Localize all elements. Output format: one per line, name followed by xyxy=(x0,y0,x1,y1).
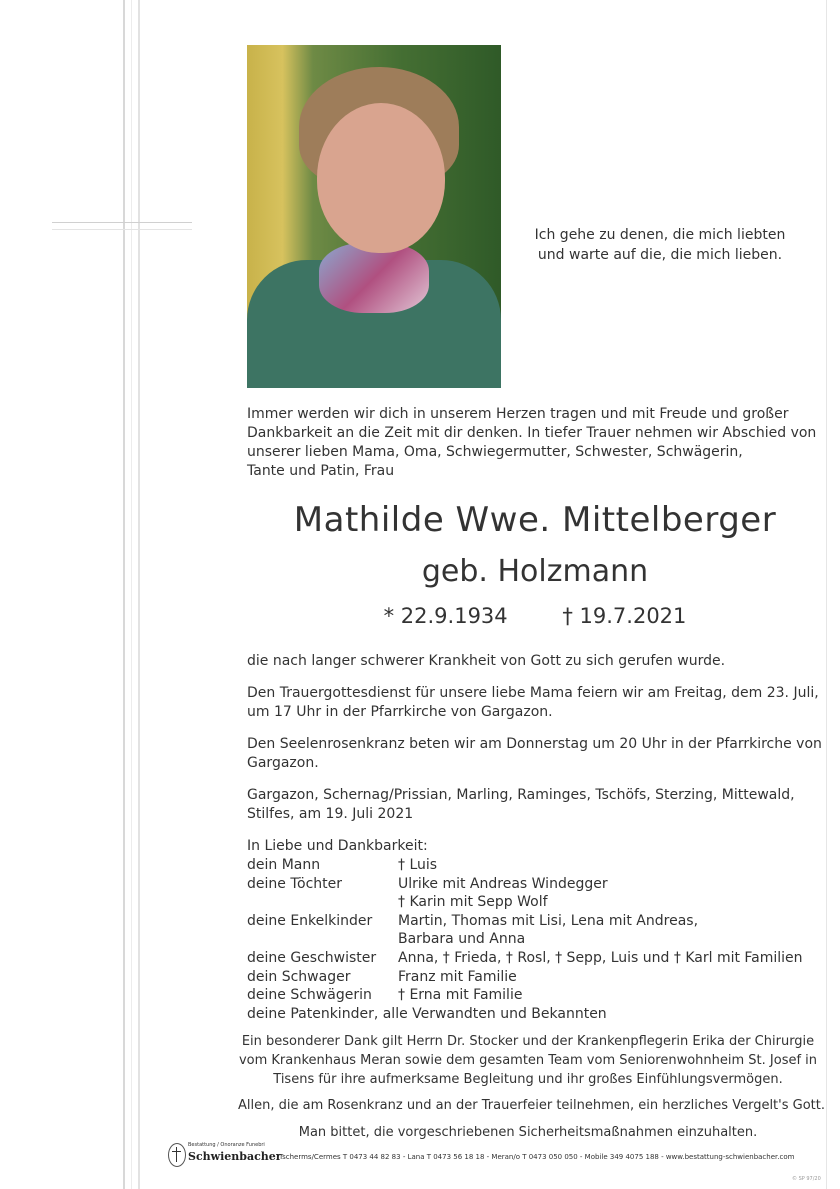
family-names: † Karin mit Sepp Wolf xyxy=(398,894,548,911)
family-relation: deine Geschwister xyxy=(247,949,377,966)
funeral-service-info xyxy=(247,684,819,722)
family-relation: deine Töchter xyxy=(247,875,343,892)
cross-horizontal-beam xyxy=(52,222,192,223)
funeral-home-logo xyxy=(166,1141,284,1169)
family-row xyxy=(247,930,817,949)
thanks-line: Tisens für ihre aufmerksame Begleitung und ihr großes Einfühlungsvermögen. xyxy=(273,1072,783,1087)
logo-subtitle: Bestattung / Onoranze Funebri xyxy=(188,1142,265,1148)
intro-line: unserer lieben Mama, Oma, Schwiegermutter, Schwester, Schwägerin, xyxy=(247,444,743,460)
special-thanks xyxy=(238,1032,818,1089)
deceased-name: Mathilde Wwe. Mittelberger xyxy=(293,500,777,540)
family-names: Franz mit Familie xyxy=(398,968,517,985)
death-date: † 19.7.2021 xyxy=(562,604,687,628)
intro-line: Dankbarkeit an die Zeit mit dir denken. In tiefer Trauer nehmen wir Abschied von xyxy=(247,425,817,441)
family-relation: deine Patenkinder, alle Verwandten und Bekannten xyxy=(247,1005,607,1022)
rosary-info xyxy=(247,735,822,773)
photo-face xyxy=(317,103,445,253)
footer-code: © SP 97/20 xyxy=(792,1176,821,1182)
quote-line: Ich gehe zu denen, die mich liebten xyxy=(534,227,786,243)
cross-horizontal-beam-shadow xyxy=(52,229,192,230)
text-line: Gargazon. xyxy=(247,755,319,771)
family-row xyxy=(247,949,817,968)
safety-notice: Man bittet, die vorgeschriebenen Sicherheitsmaßnahmen einzuhalten. xyxy=(298,1125,758,1140)
portrait-photo xyxy=(247,45,501,388)
family-row xyxy=(247,875,817,894)
family-names: Martin, Thomas mit Lisi, Lena mit Andreas, xyxy=(398,912,699,929)
family-relation: deine Enkelkinder xyxy=(247,912,373,929)
thanks-line: vom Krankenhaus Meran sowie dem gesamten Team vom Seniorenwohnheim St. Josef in xyxy=(238,1053,818,1068)
family-row xyxy=(247,893,817,912)
family-names: † Luis xyxy=(398,857,438,873)
family-heading: In Liebe und Dankbarkeit: xyxy=(247,838,428,854)
family-names: † Erna mit Familie xyxy=(398,987,523,1004)
intro-line: Tante und Patin, Frau xyxy=(247,463,395,479)
photo-scarf xyxy=(319,243,429,313)
place-date-info xyxy=(247,786,807,824)
death-statement xyxy=(247,652,807,671)
family-row xyxy=(247,856,817,875)
text-line: die nach langer schwerer Krankheit von Gott zu sich gerufen wurde. xyxy=(247,653,726,669)
cross-icon xyxy=(168,1143,186,1167)
intro-line: Immer werden wir dich in unserem Herzen tragen und mit Freude und großer xyxy=(247,406,789,422)
life-dates xyxy=(240,604,830,628)
memorial-quote xyxy=(520,225,800,265)
text-line: um 17 Uhr in der Pfarrkirche von Gargazon. xyxy=(247,704,553,720)
family-relation: dein Mann xyxy=(247,857,321,873)
text-line: Den Trauergottesdienst für unsere liebe Mama feiern wir am Freitag, dem 23. Juli, xyxy=(247,685,819,701)
right-border-line xyxy=(826,0,827,1189)
family-relation: deine Schwägerin xyxy=(247,987,372,1004)
left-border-line xyxy=(123,0,125,1189)
footer-contact: Tscherms/Cermes T 0473 44 82 83 - Lana T 0473 56 18 18 - Meran/o T 0473 050 050 - Mobile 349 4075 188 - www.bestattung-schwienbacher.com xyxy=(279,1153,795,1161)
family-names: Anna, † Frieda, † Rosl, † Sepp, Luis und † Karl mit Familien xyxy=(398,949,803,966)
birth-date: * 22.9.1934 xyxy=(383,604,508,628)
logo-brand: Schwienbacher xyxy=(188,1150,282,1163)
quote-line: und warte auf die, die mich lieben. xyxy=(537,247,783,263)
family-row xyxy=(247,1005,817,1024)
cross-vertical-beam xyxy=(138,0,140,1189)
family-list xyxy=(247,856,817,1023)
family-relation: dein Schwager xyxy=(247,968,351,985)
thanks-line: Ein besonderer Dank gilt Herrn Dr. Stocker und der Krankenpflegerin Erika der Chirurgie xyxy=(241,1034,815,1049)
left-border-line-secondary xyxy=(131,0,132,1189)
text-line: Den Seelenrosenkranz beten wir am Donnerstag um 20 Uhr in der Pfarrkirche von xyxy=(247,736,822,752)
text-line: Gargazon, Schernag/Prissian, Marling, Raminges, Tschöfs, Sterzing, Mittewald, xyxy=(247,787,795,803)
family-row xyxy=(247,968,817,987)
rosary-thanks: Allen, die am Rosenkranz und an der Trauerfeier teilnehmen, ein herzliches Vergelt's Gott. xyxy=(238,1098,825,1113)
family-row xyxy=(247,912,817,931)
intro-paragraph xyxy=(247,405,817,481)
text-line: Stilfes, am 19. Juli 2021 xyxy=(247,806,414,822)
maiden-name: geb. Holzmann xyxy=(421,554,649,589)
family-names: Ulrike mit Andreas Windegger xyxy=(398,875,608,892)
family-row xyxy=(247,986,817,1005)
family-names: Barbara und Anna xyxy=(398,931,526,948)
